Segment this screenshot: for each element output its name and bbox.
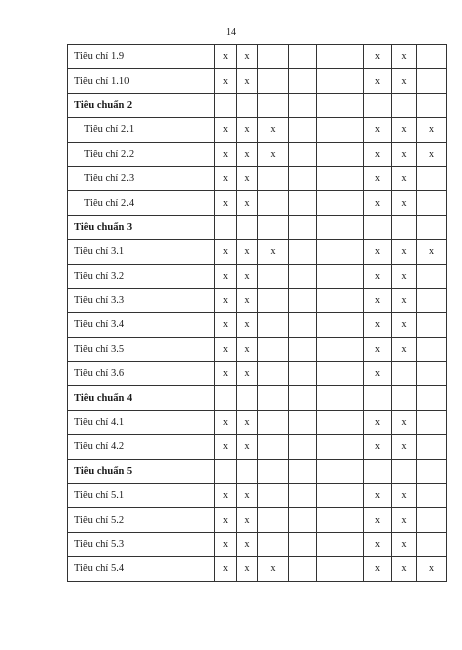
mark-cell xyxy=(258,313,289,337)
mark-cell xyxy=(289,45,317,69)
mark-cell xyxy=(258,215,289,239)
mark-cell: x xyxy=(215,484,237,508)
mark-cell xyxy=(317,532,364,556)
mark-cell xyxy=(417,215,447,239)
table-row xyxy=(68,435,447,459)
criterion-label: Tiêu chí 2.1 xyxy=(68,118,215,142)
mark-cell: x xyxy=(215,313,237,337)
mark-cell xyxy=(258,435,289,459)
mark-cell: x xyxy=(237,240,258,264)
section-title: Tiêu chuẩn 4 xyxy=(68,386,215,410)
mark-cell xyxy=(289,532,317,556)
criterion-label: Tiêu chí 5.2 xyxy=(68,508,215,532)
criteria-table-body xyxy=(68,45,447,582)
mark-cell xyxy=(258,459,289,483)
mark-cell xyxy=(258,362,289,386)
mark-cell xyxy=(364,93,392,117)
mark-cell: x xyxy=(392,264,417,288)
mark-cell: x xyxy=(237,435,258,459)
table-row xyxy=(68,45,447,69)
mark-cell: x xyxy=(392,435,417,459)
table-row xyxy=(68,118,447,142)
mark-cell xyxy=(317,118,364,142)
mark-cell: x xyxy=(215,118,237,142)
mark-cell xyxy=(317,166,364,190)
mark-cell xyxy=(417,532,447,556)
mark-cell xyxy=(364,215,392,239)
mark-cell xyxy=(417,45,447,69)
mark-cell xyxy=(289,410,317,434)
mark-cell xyxy=(364,386,392,410)
mark-cell xyxy=(237,386,258,410)
mark-cell xyxy=(289,435,317,459)
mark-cell: x xyxy=(364,557,392,581)
mark-cell: x xyxy=(364,532,392,556)
mark-cell: x xyxy=(237,288,258,312)
mark-cell xyxy=(289,288,317,312)
mark-cell: x xyxy=(392,191,417,215)
mark-cell: x xyxy=(237,142,258,166)
mark-cell: x xyxy=(392,166,417,190)
mark-cell: x xyxy=(364,508,392,532)
criterion-label: Tiêu chí 3.2 xyxy=(68,264,215,288)
mark-cell: x xyxy=(364,166,392,190)
mark-cell xyxy=(289,215,317,239)
mark-cell xyxy=(289,93,317,117)
mark-cell xyxy=(258,45,289,69)
mark-cell: x xyxy=(215,240,237,264)
mark-cell xyxy=(417,166,447,190)
mark-cell xyxy=(417,313,447,337)
mark-cell: x xyxy=(237,69,258,93)
mark-cell xyxy=(417,508,447,532)
mark-cell: x xyxy=(364,142,392,166)
section-header-row xyxy=(68,459,447,483)
mark-cell xyxy=(317,288,364,312)
mark-cell: x xyxy=(215,288,237,312)
mark-cell: x xyxy=(364,45,392,69)
mark-cell: x xyxy=(364,484,392,508)
mark-cell xyxy=(258,484,289,508)
mark-cell: x xyxy=(237,410,258,434)
mark-cell: x xyxy=(237,532,258,556)
mark-cell: x xyxy=(392,313,417,337)
mark-cell xyxy=(258,337,289,361)
mark-cell: x xyxy=(215,410,237,434)
table-row xyxy=(68,484,447,508)
mark-cell xyxy=(317,313,364,337)
criterion-label: Tiêu chí 3.4 xyxy=(68,313,215,337)
mark-cell: x xyxy=(215,264,237,288)
mark-cell xyxy=(392,386,417,410)
criterion-label: Tiêu chí 3.5 xyxy=(68,337,215,361)
mark-cell xyxy=(317,459,364,483)
mark-cell: x xyxy=(215,142,237,166)
criterion-label: Tiêu chí 1.10 xyxy=(68,69,215,93)
criterion-label: Tiêu chí 5.1 xyxy=(68,484,215,508)
section-title: Tiêu chuẩn 3 xyxy=(68,215,215,239)
mark-cell: x xyxy=(364,313,392,337)
mark-cell xyxy=(392,362,417,386)
mark-cell xyxy=(317,191,364,215)
mark-cell: x xyxy=(417,557,447,581)
mark-cell xyxy=(417,288,447,312)
table-row xyxy=(68,508,447,532)
mark-cell xyxy=(258,264,289,288)
mark-cell xyxy=(317,435,364,459)
mark-cell: x xyxy=(258,142,289,166)
mark-cell: x xyxy=(392,557,417,581)
criterion-label: Tiêu chí 2.3 xyxy=(68,166,215,190)
mark-cell xyxy=(317,508,364,532)
mark-cell: x xyxy=(364,362,392,386)
mark-cell: x xyxy=(364,410,392,434)
mark-cell: x xyxy=(258,240,289,264)
mark-cell xyxy=(289,386,317,410)
mark-cell xyxy=(289,240,317,264)
table-row xyxy=(68,191,447,215)
mark-cell xyxy=(258,410,289,434)
mark-cell xyxy=(289,337,317,361)
mark-cell: x xyxy=(215,69,237,93)
mark-cell xyxy=(289,69,317,93)
mark-cell xyxy=(289,118,317,142)
table-row xyxy=(68,69,447,93)
mark-cell: x xyxy=(392,484,417,508)
mark-cell xyxy=(289,313,317,337)
mark-cell: x xyxy=(215,362,237,386)
mark-cell: x xyxy=(237,484,258,508)
criterion-label: Tiêu chí 5.4 xyxy=(68,557,215,581)
mark-cell: x xyxy=(392,142,417,166)
mark-cell: x xyxy=(237,362,258,386)
section-title: Tiêu chuẩn 5 xyxy=(68,459,215,483)
mark-cell xyxy=(317,45,364,69)
mark-cell xyxy=(417,435,447,459)
mark-cell: x xyxy=(258,557,289,581)
mark-cell: x xyxy=(417,118,447,142)
section-header-row xyxy=(68,386,447,410)
table-row xyxy=(68,264,447,288)
mark-cell xyxy=(215,215,237,239)
section-title: Tiêu chuẩn 2 xyxy=(68,93,215,117)
mark-cell: x xyxy=(364,191,392,215)
mark-cell: x xyxy=(392,337,417,361)
mark-cell: x xyxy=(215,557,237,581)
mark-cell: x xyxy=(215,166,237,190)
mark-cell: x xyxy=(364,118,392,142)
mark-cell: x xyxy=(364,240,392,264)
mark-cell: x xyxy=(215,532,237,556)
mark-cell: x xyxy=(215,45,237,69)
mark-cell: x xyxy=(258,118,289,142)
mark-cell: x xyxy=(237,337,258,361)
criterion-label: Tiêu chí 2.4 xyxy=(68,191,215,215)
criterion-label: Tiêu chí 5.3 xyxy=(68,532,215,556)
mark-cell xyxy=(417,191,447,215)
mark-cell xyxy=(317,410,364,434)
page-number: 14 xyxy=(226,27,236,38)
mark-cell xyxy=(258,508,289,532)
mark-cell: x xyxy=(392,410,417,434)
mark-cell: x xyxy=(237,313,258,337)
mark-cell xyxy=(317,337,364,361)
mark-cell xyxy=(289,459,317,483)
criterion-label: Tiêu chí 3.1 xyxy=(68,240,215,264)
mark-cell: x xyxy=(417,240,447,264)
mark-cell: x xyxy=(364,288,392,312)
criterion-label: Tiêu chí 4.2 xyxy=(68,435,215,459)
mark-cell xyxy=(237,93,258,117)
mark-cell: x xyxy=(392,69,417,93)
mark-cell xyxy=(364,459,392,483)
mark-cell: x xyxy=(392,45,417,69)
mark-cell xyxy=(215,386,237,410)
mark-cell: x xyxy=(392,508,417,532)
mark-cell xyxy=(317,215,364,239)
mark-cell xyxy=(417,410,447,434)
mark-cell xyxy=(417,93,447,117)
mark-cell xyxy=(289,264,317,288)
mark-cell xyxy=(317,142,364,166)
mark-cell: x xyxy=(237,557,258,581)
mark-cell xyxy=(392,459,417,483)
mark-cell xyxy=(258,532,289,556)
mark-cell xyxy=(258,191,289,215)
criterion-label: Tiêu chí 3.6 xyxy=(68,362,215,386)
table-row xyxy=(68,142,447,166)
criteria-table xyxy=(67,44,447,582)
mark-cell xyxy=(317,386,364,410)
mark-cell: x xyxy=(215,435,237,459)
mark-cell xyxy=(317,240,364,264)
mark-cell: x xyxy=(392,532,417,556)
mark-cell: x xyxy=(417,142,447,166)
section-header-row xyxy=(68,215,447,239)
criterion-label: Tiêu chí 1.9 xyxy=(68,45,215,69)
mark-cell xyxy=(289,166,317,190)
criterion-label: Tiêu chí 2.2 xyxy=(68,142,215,166)
table-row xyxy=(68,362,447,386)
mark-cell xyxy=(417,386,447,410)
mark-cell: x xyxy=(215,191,237,215)
mark-cell xyxy=(317,264,364,288)
mark-cell xyxy=(237,215,258,239)
mark-cell xyxy=(417,264,447,288)
mark-cell: x xyxy=(392,240,417,264)
mark-cell xyxy=(258,288,289,312)
table-row xyxy=(68,166,447,190)
mark-cell xyxy=(258,69,289,93)
mark-cell: x xyxy=(215,337,237,361)
table-row xyxy=(68,240,447,264)
mark-cell xyxy=(215,459,237,483)
mark-cell xyxy=(258,166,289,190)
mark-cell xyxy=(417,459,447,483)
criterion-label: Tiêu chí 4.1 xyxy=(68,410,215,434)
mark-cell xyxy=(317,93,364,117)
mark-cell xyxy=(392,215,417,239)
mark-cell xyxy=(317,557,364,581)
mark-cell: x xyxy=(237,118,258,142)
mark-cell xyxy=(289,362,317,386)
mark-cell: x xyxy=(392,118,417,142)
criterion-label: Tiêu chí 3.3 xyxy=(68,288,215,312)
mark-cell: x xyxy=(392,288,417,312)
mark-cell: x xyxy=(237,166,258,190)
mark-cell xyxy=(417,69,447,93)
mark-cell xyxy=(215,93,237,117)
mark-cell xyxy=(258,386,289,410)
table-row xyxy=(68,532,447,556)
mark-cell xyxy=(417,337,447,361)
table-row xyxy=(68,337,447,361)
mark-cell: x xyxy=(237,45,258,69)
mark-cell xyxy=(417,362,447,386)
mark-cell xyxy=(289,142,317,166)
mark-cell: x xyxy=(364,69,392,93)
mark-cell: x xyxy=(215,508,237,532)
mark-cell xyxy=(392,93,417,117)
mark-cell xyxy=(237,459,258,483)
table-row xyxy=(68,313,447,337)
mark-cell xyxy=(417,484,447,508)
mark-cell: x xyxy=(237,508,258,532)
mark-cell: x xyxy=(364,337,392,361)
mark-cell xyxy=(258,93,289,117)
mark-cell xyxy=(289,484,317,508)
mark-cell xyxy=(317,362,364,386)
mark-cell xyxy=(289,508,317,532)
mark-cell xyxy=(289,557,317,581)
mark-cell: x xyxy=(237,264,258,288)
mark-cell: x xyxy=(237,191,258,215)
mark-cell xyxy=(289,191,317,215)
table-row xyxy=(68,288,447,312)
mark-cell xyxy=(317,484,364,508)
table-row xyxy=(68,557,447,581)
mark-cell: x xyxy=(364,435,392,459)
mark-cell: x xyxy=(364,264,392,288)
table-row xyxy=(68,410,447,434)
mark-cell xyxy=(317,69,364,93)
section-header-row xyxy=(68,93,447,117)
